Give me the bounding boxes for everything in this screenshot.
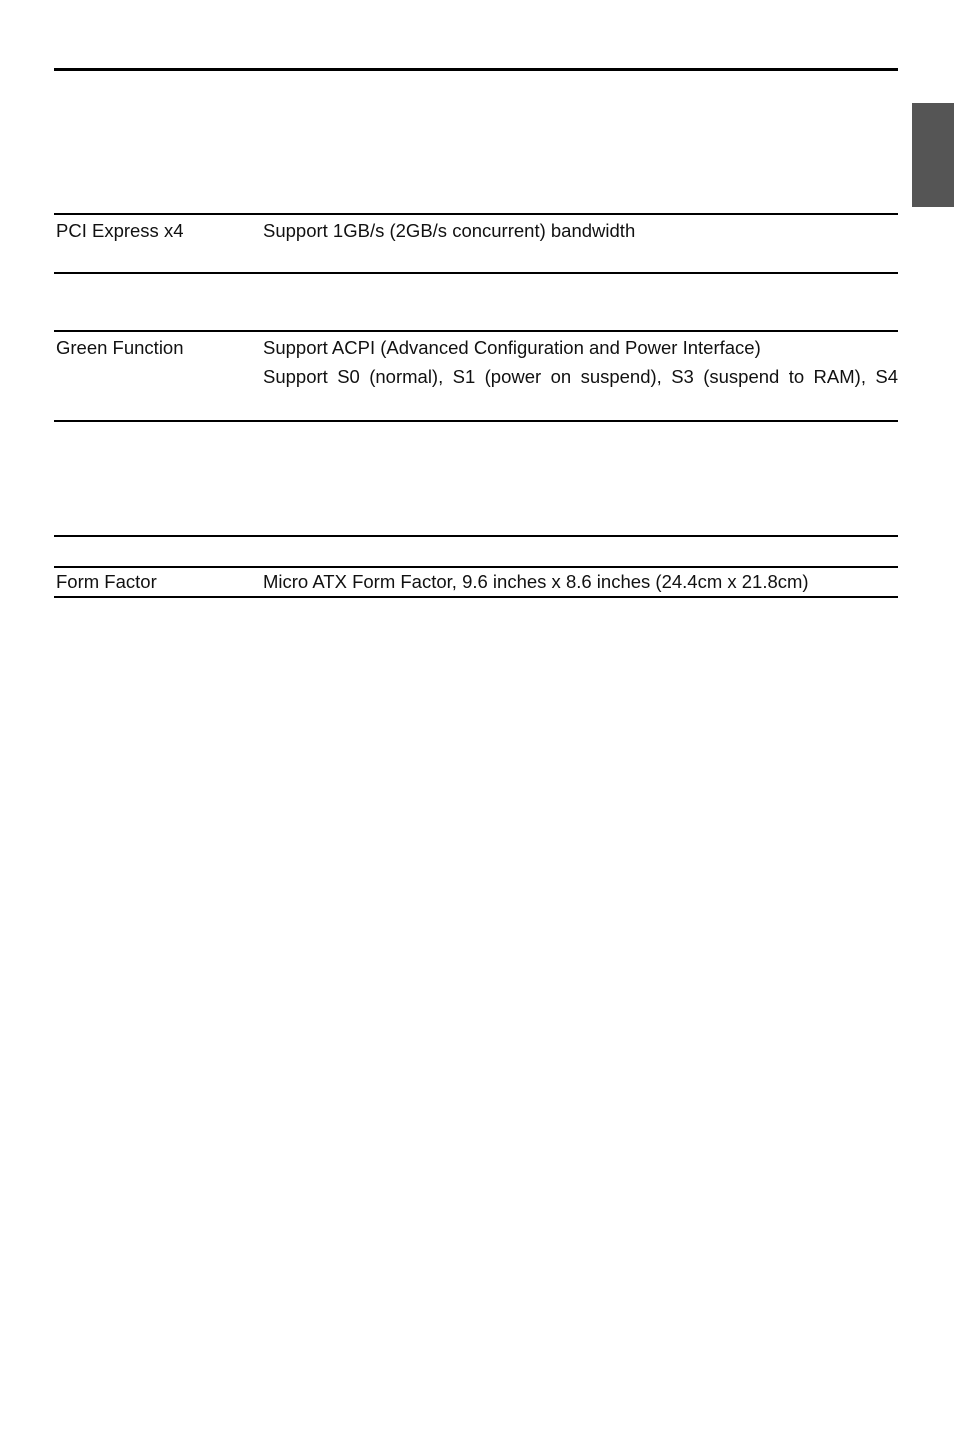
row-divider-form-factor bbox=[54, 566, 898, 568]
row-divider-pci bbox=[54, 213, 898, 215]
spec-label-pci-express: PCI Express x4 bbox=[56, 220, 184, 241]
chapter-thumb-tab bbox=[912, 103, 954, 207]
spec-value-pci-express: Support 1GB/s (2GB/s concurrent) bandwidth bbox=[263, 220, 636, 241]
row-divider-green bbox=[54, 330, 898, 332]
table-top-rule bbox=[54, 68, 898, 71]
row-divider bbox=[54, 420, 898, 422]
row-divider bbox=[54, 535, 898, 537]
spec-label-form-factor: Form Factor bbox=[56, 571, 157, 592]
table-bottom-rule bbox=[54, 596, 898, 598]
spec-value-green-states: Support S0 (normal), S1 (power on suspend), S3 (suspend to RAM), S4 bbox=[263, 366, 898, 387]
spec-label-green-function: Green Function bbox=[56, 337, 184, 358]
spec-value-green-acpi: Support ACPI (Advanced Configuration and Power Interface) bbox=[263, 337, 761, 358]
spec-value-form-factor: Micro ATX Form Factor, 9.6 inches x 8.6 inches (24.4cm x 21.8cm) bbox=[263, 571, 809, 592]
row-divider bbox=[54, 272, 898, 274]
